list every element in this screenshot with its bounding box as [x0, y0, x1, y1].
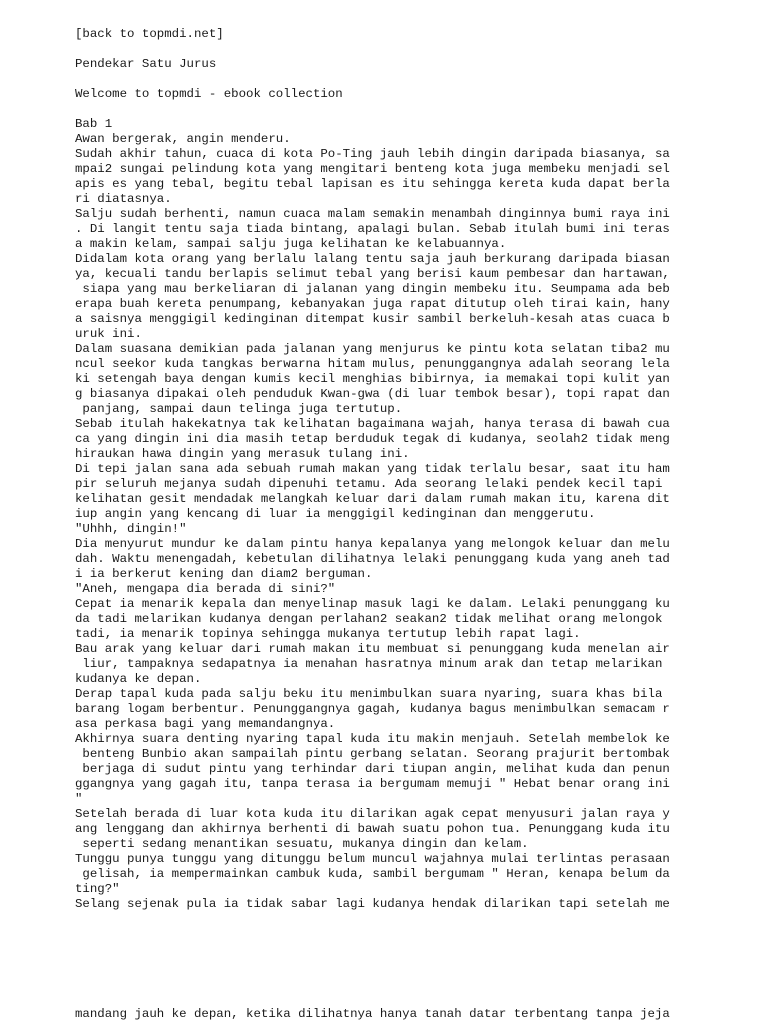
text-line: ca yang dingin ini dia masih tetap berduduk tegak di kudanya, seolah2 tidak meng: [75, 432, 670, 446]
spacer: [75, 102, 755, 117]
text-line: panjang, sampai daun telinga juga tertutup.: [75, 402, 403, 416]
text-line: siapa yang mau berkeliaran di jalanan yang dingin membeku itu. Seumpama ada beb: [75, 282, 670, 296]
text-line: seperti sedang menantikan sesuatu, mukanya dingin dan kelam.: [75, 837, 529, 851]
text-line: Awan bergerak, angin menderu.: [75, 132, 291, 146]
text-line: apis es yang tebal, begitu tebal lapisan es itu sehingga kereta kuda dapat berla: [75, 177, 670, 191]
back-link[interactable]: [back to topmdi.net]: [75, 27, 224, 41]
text-line: barang logam berbentur. Penunggangnya gagah, kudanya bagus menimbulkan semacam r: [75, 702, 670, 716]
text-line: asa perkasa bagi yang memandangnya.: [75, 717, 336, 731]
text-line: Sebab itulah hakekatnya tak kelihatan bagaimana wajah, hanya terasa di bawah cua: [75, 417, 670, 431]
text-line: Setelah berada di luar kota kuda itu dilarikan agak cepat menyusuri jalan raya y: [75, 807, 670, 821]
welcome-text: Welcome to topmdi - ebook collection: [75, 87, 343, 101]
text-line: hiraukan hawa dingin yang merasuk tulang ini.: [75, 447, 410, 461]
text-line: Di tepi jalan sana ada sebuah rumah makan yang tidak terlalu besar, saat itu ham: [75, 462, 670, 476]
text-line: Salju sudah berhenti, namun cuaca malam semakin menambah dinginnya bumi raya ini: [75, 207, 670, 221]
text-line: uruk ini.: [75, 327, 142, 341]
text-line: tadi, ia menarik topinya sehingga mukanya tertutup lebih rapat lagi.: [75, 627, 581, 641]
text-line: Akhirnya suara denting nyaring tapal kuda itu makin menjauh. Setelah membelok ke: [75, 732, 670, 746]
text-line: ": [75, 792, 83, 806]
text-line: berjaga di sudut pintu yang terhindar dari tiupan angin, melihat kuda dan penun: [75, 762, 670, 776]
text-line: "Uhhh, dingin!": [75, 522, 187, 536]
text-line: ri diatasnya.: [75, 192, 172, 206]
text-line: pir seluruh mejanya sudah dipenuhi tetamu. Ada seorang lelaki pendek kecil tapi: [75, 477, 663, 491]
text-line: a saisnya menggigil kedinginan ditempat kusir sambil berkeluh-kesah atas cuaca b: [75, 312, 670, 326]
text-line: a makin kelam, sampai salju juga kelihatan ke kelabuannya.: [75, 237, 507, 251]
text-line: g biasanya dipakai oleh penduduk Kwan-gwa (di luar tembok besar), topi rapat dan: [75, 387, 670, 401]
chapter-heading: Bab 1: [75, 117, 113, 131]
text-line: Dalam suasana demikian pada jalanan yang menjurus ke pintu kota selatan tiba2 mu: [75, 342, 670, 356]
document-body: [75, 27, 755, 912]
text-line: ki setengah baya dengan kumis kecil menghias bibirnya, ia memakai topi kulit yan: [75, 372, 670, 386]
text-line: "Aneh, mengapa dia berada di sini?": [75, 582, 336, 596]
text-line: kudanya ke depan.: [75, 672, 202, 686]
text-line: i ia berkerut kening dan diam2 berguman.: [75, 567, 373, 581]
text-line: ncul seekor kuda tangkas berwarna hitam mulus, penunggangnya adalah seorang lela: [75, 357, 670, 371]
text-line: benteng Bunbio akan sampailah pintu gerbang selatan. Seorang prajurit bertombak: [75, 747, 670, 761]
text-line: Derap tapal kuda pada salju beku itu menimbulkan suara nyaring, suara khas bila: [75, 687, 663, 701]
text-line: ggangnya yang gagah itu, tanpa terasa ia bergumam memuji " Hebat benar orang ini: [75, 777, 670, 791]
text-line: Dia menyurut mundur ke dalam pintu hanya kepalanya yang melongok keluar dan melu: [75, 537, 670, 551]
text-line: iup angin yang kencang di luar ia menggigil kedinginan dan menggerutu.: [75, 507, 596, 521]
text-line: mpai2 sungai pelindung kota yang mengitari benteng kota juga membeku menjadi sel: [75, 162, 670, 176]
spacer: [75, 42, 755, 57]
text-line: . Di langit tentu saja tiada bintang, apalagi bulan. Sebab itulah bumi ini teras: [75, 222, 670, 236]
text-line: Didalam kota orang yang berlalu lalang tentu saja jauh berkurang daripada biasan: [75, 252, 670, 266]
text-line: dah. Waktu menengadah, kebetulan dilihatnya lelaki penunggang kuda yang aneh tad: [75, 552, 670, 566]
book-title: Pendekar Satu Jurus: [75, 57, 217, 71]
text-line: Selang sejenak pula ia tidak sabar lagi kudanya hendak dilarikan tapi setelah me: [75, 897, 670, 911]
text-line: liur, tampaknya sedapatnya ia menahan hasratnya minum arak dan tetap melarikan: [75, 657, 663, 671]
text-line: ya, kecuali tandu berlapis selimut tebal yang berisi kaum pembesar dan hartawan,: [75, 267, 670, 281]
text-line: Sudah akhir tahun, cuaca di kota Po-Ting jauh lebih dingin daripada biasanya, sa: [75, 147, 670, 161]
text-line: da tadi melarikan kudanya dengan perlahan2 seakan2 tidak melihat orang melongok: [75, 612, 663, 626]
spacer: [75, 72, 755, 87]
text-line: kelihatan gesit mendadak melangkah keluar dari dalam rumah makan itu, karena dit: [75, 492, 670, 506]
text-line: ang lenggang dan akhirnya berhenti di bawah suatu pohon tua. Penunggang kuda itu: [75, 822, 670, 836]
text-line: ting?": [75, 882, 120, 896]
chapter-text: [75, 132, 755, 912]
text-line: Bau arak yang keluar dari rumah makan itu membuat si penunggang kuda menelan air: [75, 642, 670, 656]
text-line: Cepat ia menarik kepala dan menyelinap masuk lagi ke dalam. Lelaki penunggang ku: [75, 597, 670, 611]
text-line: erapa buah kereta penumpang, kebanyakan juga rapat ditutup oleh tirai kain, hany: [75, 297, 670, 311]
text-line: gelisah, ia mempermainkan cambuk kuda, sambil bergumam " Heran, kenapa belum da: [75, 867, 670, 881]
page-bottom-line: mandang jauh ke depan, ketika dilihatnya hanya tanah datar terbentang tanpa jeja: [75, 1007, 670, 1021]
text-line: Tunggu punya tunggu yang ditunggu belum muncul wajahnya mulai terlintas perasaan: [75, 852, 670, 866]
